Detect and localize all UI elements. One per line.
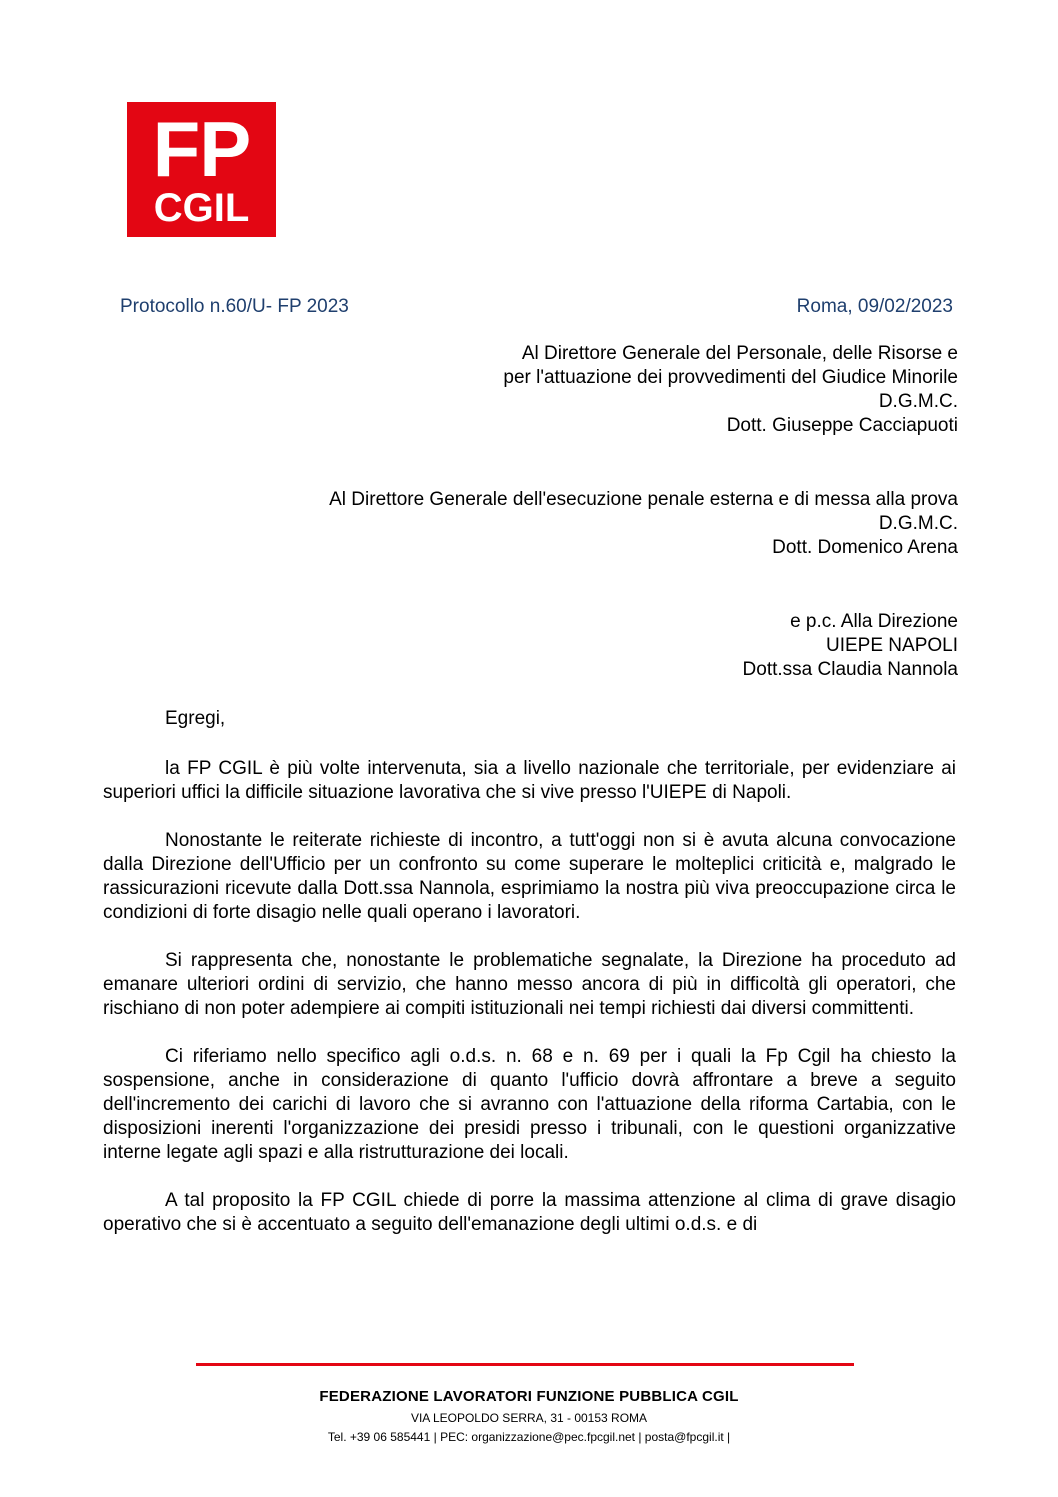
recipient-line: e p.c. Alla Direzione bbox=[790, 611, 958, 632]
recipient-line: D.G.M.C. bbox=[878, 391, 958, 412]
recipient-line: per l'attuazione dei provvedimenti del Giudice Minorile bbox=[503, 367, 958, 388]
recipient-block-cc bbox=[743, 610, 958, 682]
fp-cgil-logo bbox=[127, 102, 276, 237]
body-paragraph: Si rappresenta che, nonostante le problematiche segnalate, la Direzione ha proceduto ad emanare ulteriori ordini di servizio, che hanno messo ancora di più in difficoltà gli operatori, che rischiano di non poter adempiere ai compiti istituzionali nei tempi richiesti dai diversi committenti. bbox=[103, 950, 956, 1019]
letter-date: Roma, 09/02/2023 bbox=[796, 296, 953, 317]
protocol-number: Protocollo n.60/U- FP 2023 bbox=[120, 296, 349, 317]
body-paragraph: la FP CGIL è più volte intervenuta, sia a livello nazionale che territoriale, per evidenziare ai superiori uffici la difficile situazione lavorativa che si vive presso l'UIEPE di Napoli. bbox=[103, 758, 956, 803]
footer-organization: FEDERAZIONE LAVORATORI FUNZIONE PUBBLICA CGIL bbox=[319, 1388, 739, 1405]
recipient-line: UIEPE NAPOLI bbox=[826, 635, 958, 656]
footer bbox=[0, 1388, 1058, 1444]
recipient-block-2 bbox=[329, 488, 958, 560]
recipient-line: Dott. Giuseppe Cacciapuoti bbox=[726, 415, 958, 436]
recipient-block-1 bbox=[503, 342, 958, 438]
logo-cgil-text: CGIL bbox=[153, 186, 250, 230]
body-paragraph: Nonostante le reiterate richieste di incontro, a tutt'oggi non si è avuta alcuna convocazione dalla Direzione dell'Ufficio per un confronto su come superare le molteplici criticità e, malgrado le rassicurazioni ricevute dalla Dott.ssa Nannola, esprimiamo la nostra più viva preoccupazione circa le condizioni di forte disagio nelle quali operano i lavoratori. bbox=[103, 830, 956, 923]
recipient-line: Dott.ssa Claudia Nannola bbox=[742, 659, 958, 680]
salutation: Egregi, bbox=[165, 708, 226, 729]
recipient-line: D.G.M.C. bbox=[878, 513, 958, 534]
body-paragraph: A tal proposito la FP CGIL chiede di porre la massima attenzione al clima di grave disagio operativo che si è accentuato a seguito dell'emanazione degli ultimi o.d.s. e di bbox=[103, 1190, 956, 1235]
body-paragraph: Ci riferiamo nello specifico agli o.d.s. n. 68 e n. 69 per i quali la Fp Cgil ha chiesto la sospensione, anche in considerazione di quanto l'ufficio dovrà affrontare a breve a seguito dell'incremento dei carichi di lavoro che si avranno con l'attuazione della riforma Cartabia, con le disposizioni inerenti l'organizzazione dei presidi presso i tribunali, con le questioni organizzative interne legate agli spazi e alla ristrutturazione dei locali. bbox=[103, 1046, 956, 1163]
logo-fp-text: FP bbox=[152, 105, 251, 193]
footer-divider bbox=[196, 1363, 854, 1366]
recipient-line: Al Direttore Generale del Personale, delle Risorse e bbox=[521, 343, 958, 364]
footer-address: VIA LEOPOLDO SERRA, 31 - 00153 ROMA bbox=[410, 1411, 648, 1425]
recipient-line: Al Direttore Generale dell'esecuzione penale esterna e di messa alla prova bbox=[329, 489, 958, 510]
letter-body bbox=[103, 757, 956, 1261]
footer-contacts: Tel. +39 06 585441 | PEC: organizzazione@pec.fpcgil.net | posta@fpcgil.it | bbox=[327, 1430, 731, 1444]
recipient-line: Dott. Domenico Arena bbox=[772, 537, 958, 558]
